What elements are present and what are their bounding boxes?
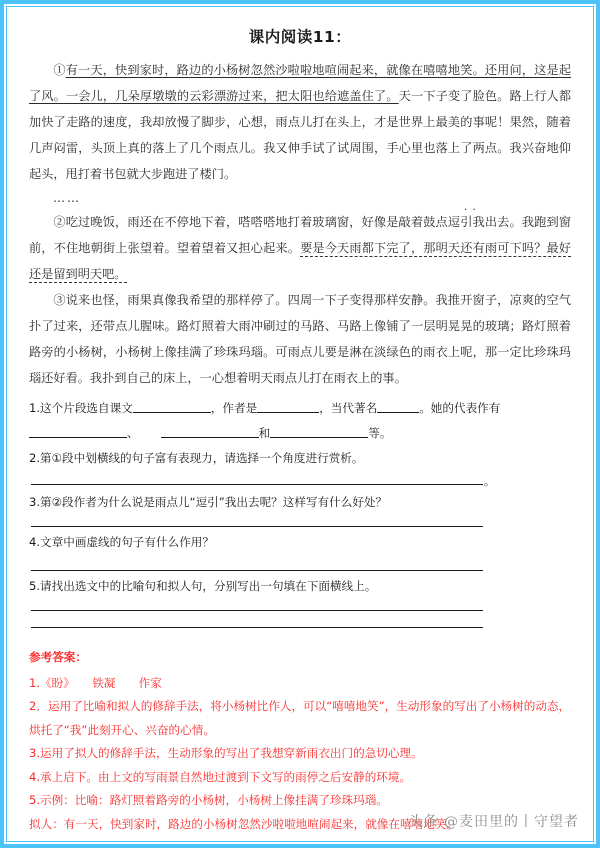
passage-paragraph-2 bbox=[29, 209, 571, 287]
question-2-answer-line[interactable] bbox=[31, 484, 483, 485]
watermark-attribution: 头条 @麦田里的丨守望者 bbox=[408, 814, 579, 830]
paragraph-2-text-mid: 我出去。我跑到窗前，不住地朝街上张望着。望着望着又担心起来。 bbox=[29, 215, 572, 255]
passage-paragraph-1 bbox=[29, 57, 571, 187]
question-3: 3.第②段作者为什么说是雨点儿“逗引”我出去呢？这样写有什么好处？ bbox=[29, 495, 388, 509]
page-inner-frame bbox=[6, 6, 594, 842]
answer-item-6: 拟人：有一天，快到家时，路边的小杨树忽然沙啦啦地喧闹起来，就像在嘻嘻地笑。 bbox=[29, 816, 458, 831]
question-1-part-b: ，作者是 bbox=[210, 401, 258, 415]
paragraph-2-text-before: 吃过晚饭，雨还在不停地下着，嗒嗒嗒地打着玻璃窗，好像是敲着鼓点 bbox=[65, 215, 448, 229]
answer-item-2: 2．运用了比喻和拟人的修辞手法，将小杨树比作人，可以“嘻嘻地笑”，生动形象的写出了小杨树的动态，烘托了“我”此刻开心、兴奋的心情。 bbox=[29, 699, 571, 737]
question-4: 4.文章中画虚线的句子有什么作用？ bbox=[29, 535, 214, 549]
page-title: 课内阅读11： bbox=[248, 28, 352, 46]
paragraph-3-text: 说来也怪，雨果真像我希望的那样停了。四周一下子变得那样安静。我推开窗子，凉爽的空气扑了过来，还带点儿腥味。路灯照着大雨冲刷过的马路、马路上像铺了一层明晃晃的玻璃；路灯照着路旁的小杨树，小杨树上像挂满了珍珠玛瑙。可雨点儿要是淋在淡绿色的雨衣上呢，那一定比珍珠玛瑙还好看。我扑到自己的床上，一心想着明天雨点儿打在雨衣上的事。 bbox=[29, 293, 572, 385]
question-4-answer-line[interactable] bbox=[31, 570, 483, 571]
question-1-blank-work-1[interactable] bbox=[29, 425, 127, 438]
paragraph-2-dashed-underline: 要是今天雨都下完了，那明天还有雨可下吗？最好还是留到明天吧。 bbox=[29, 241, 572, 281]
passage-paragraph-3 bbox=[29, 287, 571, 391]
question-1-part-c: ，当代著名 bbox=[319, 401, 378, 415]
question-5-answer-line-2[interactable] bbox=[31, 627, 483, 628]
question-1-part-e: 、 bbox=[127, 426, 139, 440]
document-sheet bbox=[7, 7, 593, 841]
answer-item-5: 5.示例：比喻：路灯照着路旁的小杨树，小杨树上像挂满了珍珠玛瑙。 bbox=[29, 793, 388, 807]
question-1-part-f: 和 bbox=[258, 426, 271, 440]
question-3-answer-line[interactable] bbox=[31, 526, 483, 527]
question-5: 5.请找出选文中的比喻句和拟人句，分别写出一句填在下面横线上。 bbox=[29, 579, 377, 593]
paragraph-1-underline-2: 一会儿，几朵厚墩墩的云彩漂游过来，把太阳也给遮盖住了。 bbox=[65, 89, 399, 103]
question-1-part-g: 等。 bbox=[368, 426, 392, 440]
question-2: 2.第①段中划横线的句子富有表现力，请选择一个角度进行赏析。 bbox=[29, 451, 364, 465]
question-1-blank-author[interactable] bbox=[257, 400, 319, 413]
paragraph-1-underline-1: 有一天，快到家时，路边的小杨树忽然沙啦啦地喧闹起来，就像在嘻嘻地笑。还用问，这是起了风。 bbox=[29, 63, 572, 103]
question-1-part-a: 1.这个片段选自课文 bbox=[29, 401, 133, 415]
question-1-blank-work-3[interactable] bbox=[270, 425, 368, 438]
paragraph-1-marker: ① bbox=[53, 63, 66, 77]
reading-passage bbox=[29, 57, 571, 391]
question-5-answer-line-1[interactable] bbox=[31, 610, 483, 611]
passage-ellipsis: …… bbox=[53, 191, 81, 205]
question-1-blank-title[interactable] bbox=[377, 400, 419, 413]
questions-section bbox=[29, 397, 571, 628]
answer-item-4: 4.承上启下。由上文的写雨景自然地过渡到下文写的雨停之后安静的环境。 bbox=[29, 769, 412, 784]
question-1-line-2 bbox=[29, 422, 571, 445]
question-1-blank-course[interactable] bbox=[133, 400, 211, 413]
question-1 bbox=[29, 397, 571, 420]
answer-item-3: 3.运用了拟人的修辞手法，生动形象的写出了我想穿新雨衣出门的急切心理。 bbox=[29, 746, 423, 760]
answer-key-section bbox=[29, 646, 571, 836]
question-1-blank-work-2[interactable] bbox=[161, 425, 259, 438]
answer-key-heading: 参考答案： bbox=[29, 650, 87, 664]
paragraph-3-marker: ③ bbox=[53, 293, 66, 307]
question-1-part-d: 。她的代表作有 bbox=[419, 401, 501, 415]
paragraph-2-marker: ② bbox=[53, 215, 66, 229]
paragraph-1-rest: 天一下子变了脸色。路上行人都加快了走路的速度，我却放慢了脚步，心想，雨点儿打在头上，才是世界上最美的事呢！果然，随着几声闷雷，头顶上真的落上了几个雨点儿。我又伸手试了试周围，手心里也落上了两点。我兴奋地仰起头，甩打着书包就大步跑进了楼门。 bbox=[29, 89, 572, 181]
paragraph-2-emphasis: ·· 逗引 bbox=[448, 215, 473, 229]
answer-item-1: 1.《盼》 铁凝 作家 bbox=[29, 675, 162, 690]
